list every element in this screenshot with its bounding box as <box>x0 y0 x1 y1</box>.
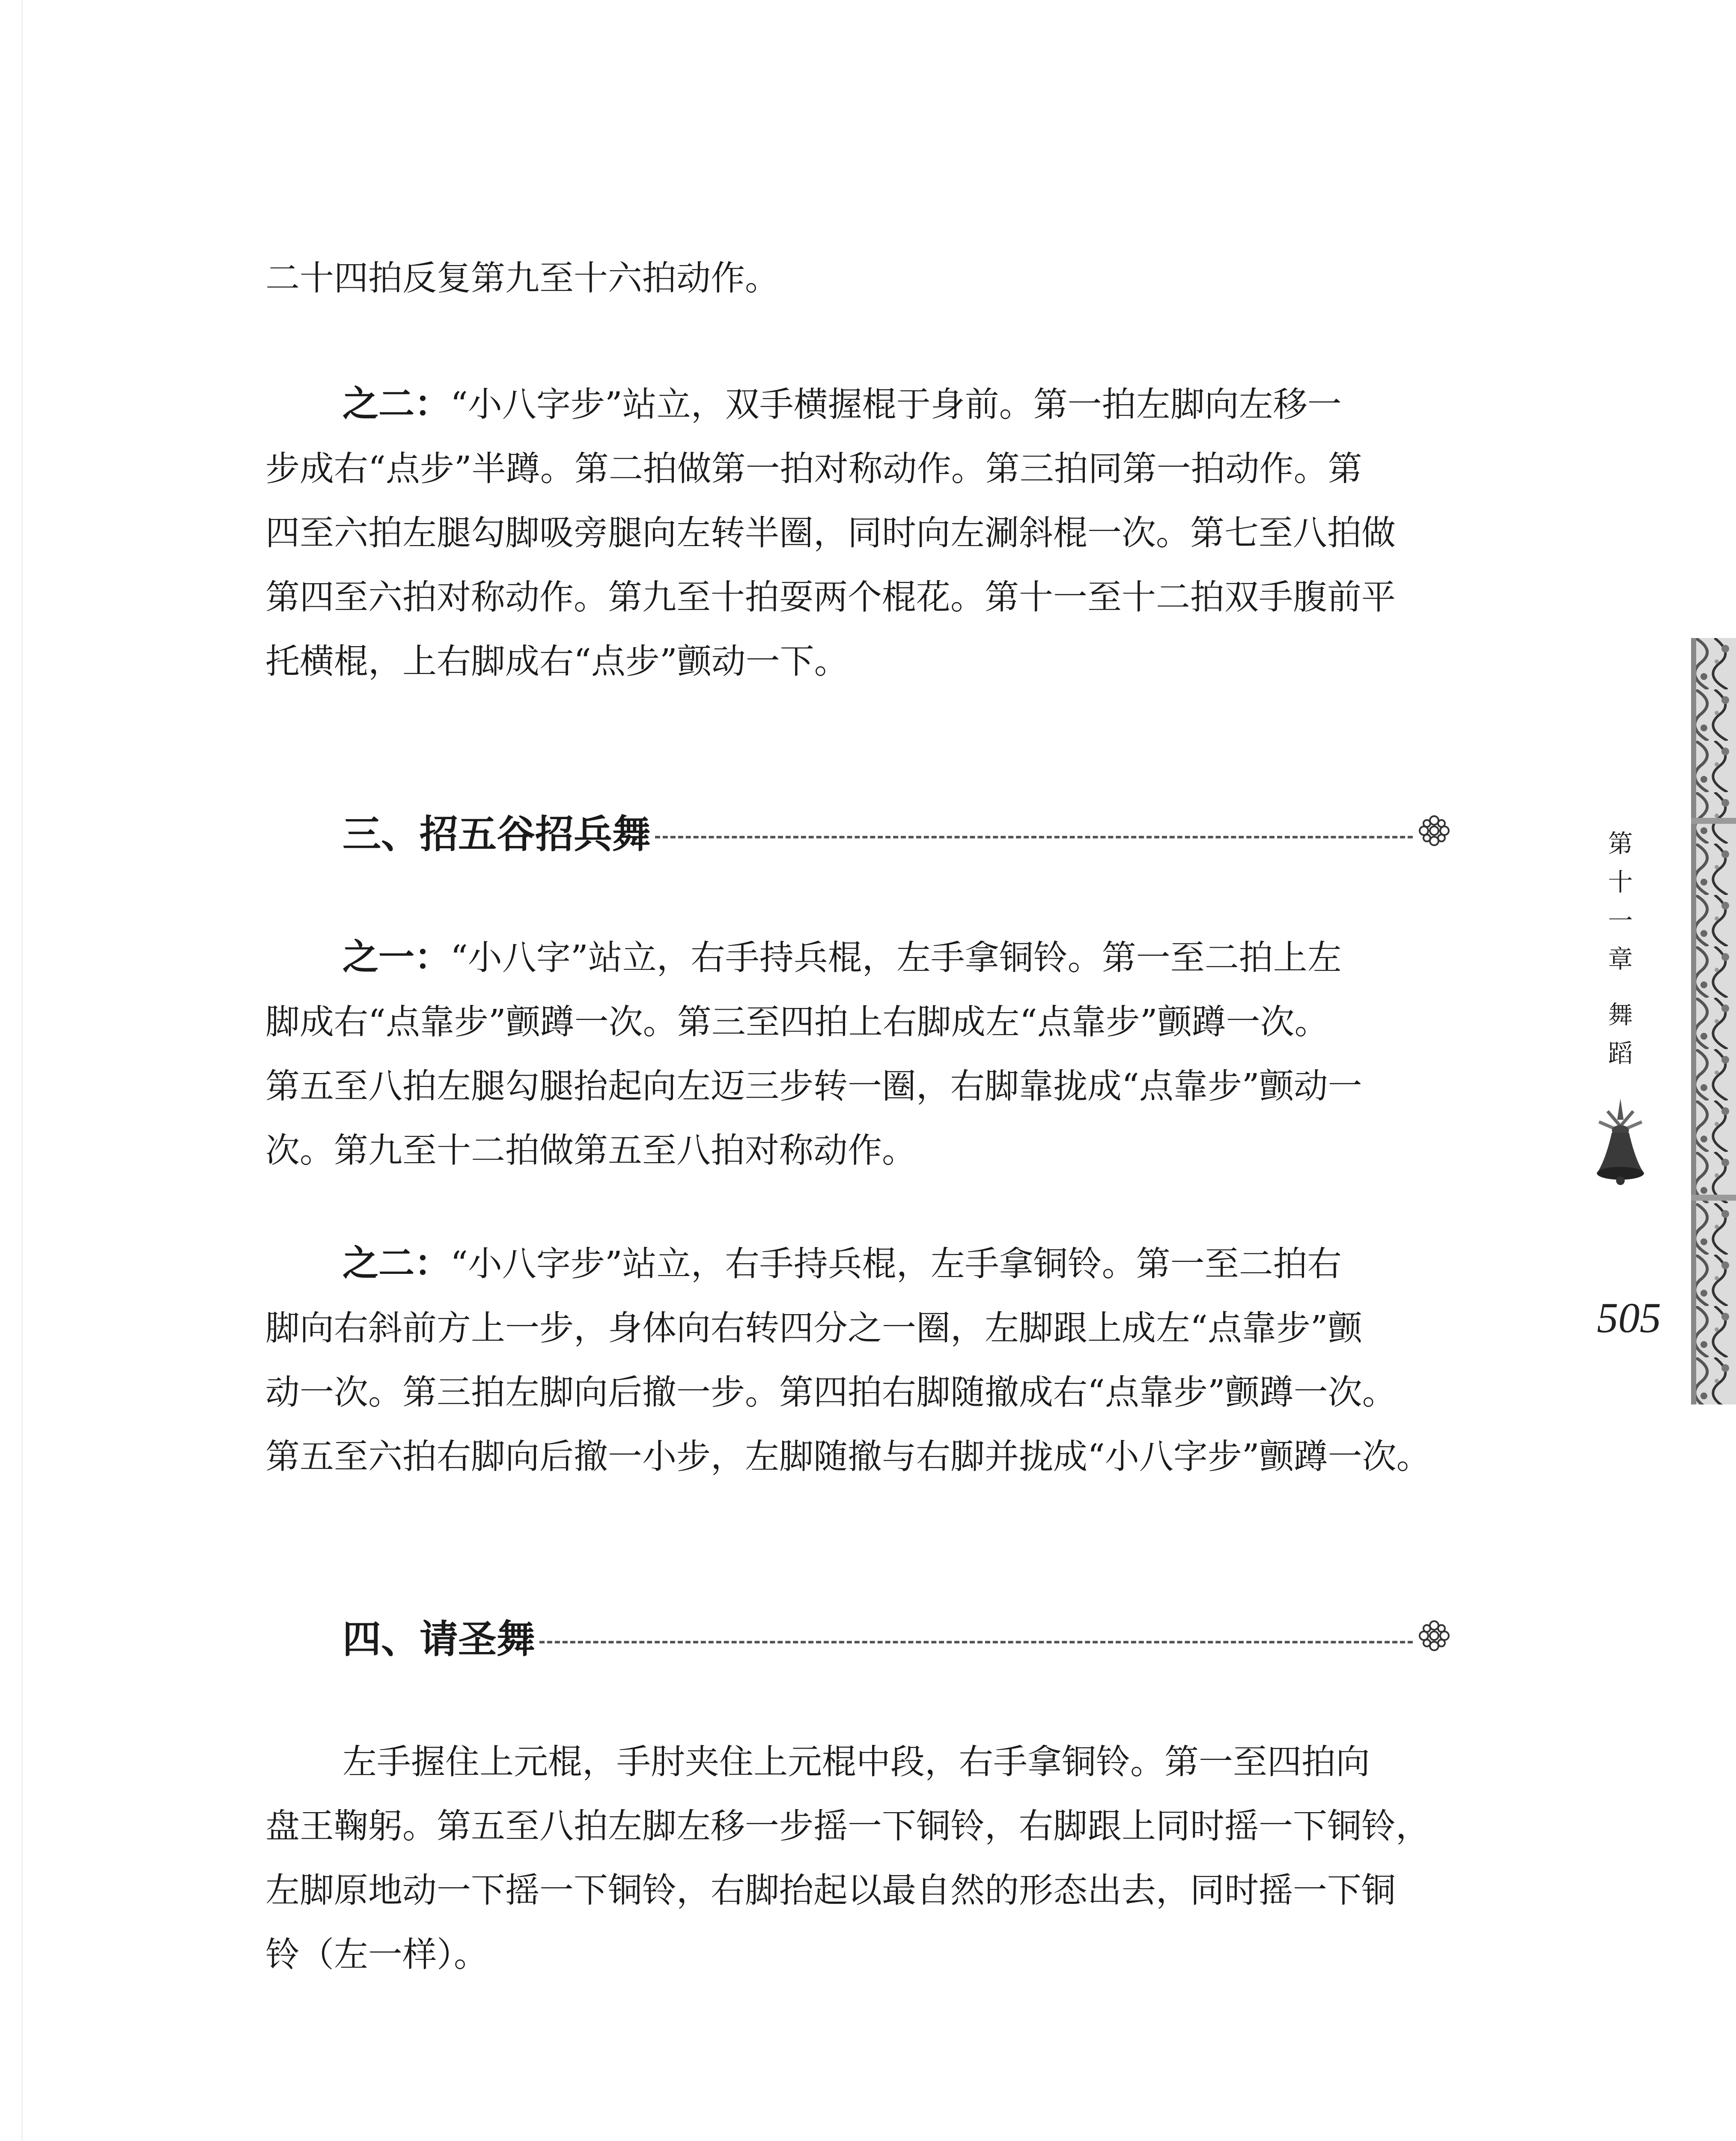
paragraph-section3-variation1 <box>265 925 1451 1183</box>
text-line: 动一次。第三拍左脚向后撤一步。第四拍右脚随撤成右“点靠步”颤蹲一次。 <box>265 1372 1397 1412</box>
bell-icon <box>1588 1096 1653 1188</box>
text-line: “小八字步”站立，双手横握棍于身前。第一拍左脚向左移一 <box>450 385 1342 424</box>
text-line: 第四至六拍对称动作。第九至十拍耍两个棍花。第十一至十二拍双手腹前平 <box>265 577 1396 617</box>
text-line: 二十四拍反复第九至十六拍动作。 <box>265 258 779 298</box>
page-number: 505 <box>1597 1294 1661 1342</box>
flower-ornament-icon <box>1417 814 1451 848</box>
text-line: 左手握住上元棍，手肘夹住上元棍中段，右手拿铜铃。第一至四拍向 <box>342 1742 1370 1782</box>
chapter-char: 十 <box>1608 868 1633 897</box>
section-heading-3 <box>342 805 1451 856</box>
text-line: 四至六拍左腿勾脚吸旁腿向左转半圈，同时向左涮斜棍一次。第七至八拍做 <box>265 513 1396 553</box>
heading-dashed-rule <box>655 836 1413 838</box>
text-line: 托横棍，上右脚成右“点步”颤动一下。 <box>265 641 849 681</box>
variation-lead: 之二： <box>342 1242 451 1284</box>
chapter-char: 一 <box>1608 906 1633 935</box>
text-line: 步成右“点步”半蹲。第二拍做第一拍对称动作。第三拍同第一拍动作。第 <box>265 449 1362 489</box>
text-line: 脚向右斜前方上一步，身体向右转四分之一圈，左脚跟上成左“点靠步”颤 <box>265 1308 1362 1348</box>
heading-title: 四、请圣舞 <box>342 1617 535 1662</box>
chapter-char: 章 <box>1608 945 1633 974</box>
text-line: 第五至八拍左腿勾腿抬起向左迈三步转一圈，右脚靠拢成“点靠步”颤动一 <box>265 1066 1362 1106</box>
paragraph-section3-variation2 <box>265 1231 1451 1489</box>
paragraph-section2-variation2 <box>265 372 1451 694</box>
text-line-first <box>265 1231 1451 1296</box>
text-line: 铃（左一样）。 <box>265 1935 488 1974</box>
chapter-char: 第 <box>1608 829 1633 858</box>
text-line-first <box>265 925 1451 990</box>
section-heading-4 <box>342 1610 1451 1661</box>
chapter-label-vertical <box>1601 824 1640 1073</box>
text-line-first <box>265 372 1451 437</box>
paragraph-continuation <box>265 246 1451 310</box>
text-line: 脚成右“点靠步”颤蹲一次。第三至四拍上右脚成左“点靠步”颤蹲一次。 <box>265 1002 1329 1042</box>
text-line: 次。第九至十二拍做第五至八拍对称动作。 <box>265 1130 916 1170</box>
text-line: 盘王鞠躬。第五至八拍左脚左移一步摇一下铜铃，右脚跟上同时摇一下铜铃， <box>265 1806 1430 1846</box>
flower-ornament-icon <box>1417 1619 1451 1653</box>
chapter-char: 舞 <box>1608 1000 1633 1029</box>
variation-lead: 之二： <box>342 383 451 425</box>
paragraph-section4 <box>265 1730 1451 1987</box>
text-line: 第五至六拍右脚向后撤一小步，左脚随撤与右脚并拢成“小八字步”颤蹲一次。 <box>265 1437 1431 1476</box>
page-edge <box>21 0 23 2141</box>
variation-lead: 之一： <box>342 936 451 978</box>
text-line: “小八字步”站立，右手持兵棍，左手拿铜铃。第一至二拍右 <box>450 1244 1342 1284</box>
text-line: “小八字”站立，右手持兵棍，左手拿铜铃。第一至二拍上左 <box>450 938 1342 978</box>
decorative-side-band <box>1691 638 1736 1404</box>
heading-dashed-rule <box>539 1641 1413 1643</box>
text-line: 左脚原地动一下摇一下铜铃，右脚抬起以最自然的形态出去，同时摇一下铜 <box>265 1870 1396 1910</box>
heading-title: 三、招五谷招兵舞 <box>342 812 651 857</box>
chapter-char: 蹈 <box>1608 1039 1633 1068</box>
